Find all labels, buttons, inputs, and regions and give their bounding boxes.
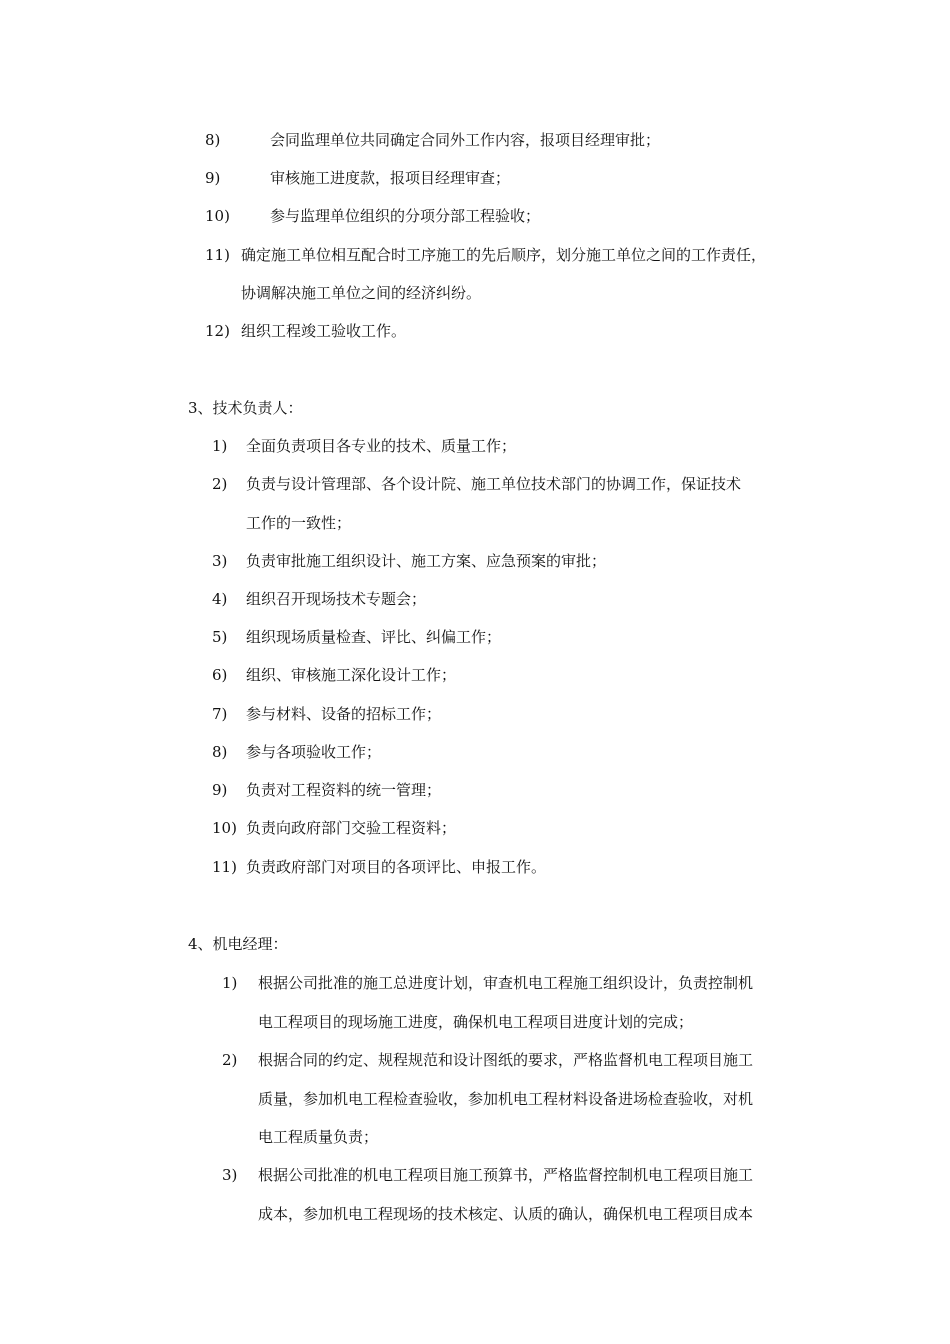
- list-number: 8): [205, 131, 221, 149]
- list-item-text: 确定施工单位相互配合时工序施工的先后顺序，划分施工单位之间的工作责任，: [241, 246, 767, 264]
- list-item-text: 参与各项验收工作；: [246, 743, 382, 761]
- list-item-text: 参与监理单位组织的分项分部工程验收；: [270, 207, 541, 225]
- list-number: 12): [205, 322, 230, 340]
- list-item-text: 组织工程竣工验收工作。: [241, 322, 407, 340]
- list-item-text: 电工程质量负责；: [258, 1128, 379, 1146]
- list-item-text: 负责与设计管理部、各个设计院、施工单位技术部门的协调工作，保证技术: [246, 475, 742, 493]
- section-heading: 3、技术负责人：: [188, 399, 303, 417]
- list-item-text: 会同监理单位共同确定合同外工作内容，报项目经理审批；: [270, 131, 661, 149]
- list-item-text: 全面负责项目各专业的技术、质量工作；: [246, 437, 517, 455]
- list-item-text: 审核施工进度款，报项目经理审查；: [270, 169, 511, 187]
- list-number: 2): [212, 475, 228, 493]
- list-number: 10): [205, 207, 230, 225]
- section-heading: 4、机电经理：: [188, 935, 288, 953]
- list-number: 4): [212, 590, 228, 608]
- list-item-text: 根据公司批准的施工总进度计划，审查机电工程施工组织设计，负责控制机: [258, 974, 754, 992]
- list-number: 10): [212, 819, 237, 837]
- list-number: 1): [212, 437, 228, 455]
- list-number: 1): [222, 974, 238, 992]
- list-number: 3): [222, 1166, 238, 1184]
- list-number: 11): [205, 246, 230, 264]
- list-item-text: 组织现场质量检查、评比、纠偏工作；: [246, 628, 502, 646]
- list-item-text: 协调解决施工单位之间的经济纠纷。: [241, 284, 482, 302]
- list-item-text: 工作的一致性；: [246, 514, 352, 532]
- list-number: 9): [205, 169, 221, 187]
- list-number: 2): [222, 1051, 238, 1069]
- list-item-text: 质量，参加机电工程检查验收，参加机电工程材料设备进场检查验收，对机: [258, 1090, 754, 1108]
- list-item-text: 负责政府部门对项目的各项评比、申报工作。: [246, 858, 547, 876]
- list-item-text: 负责审批施工组织设计、施工方案、应急预案的审批；: [246, 552, 607, 570]
- list-item-text: 负责向政府部门交验工程资料；: [246, 819, 457, 837]
- list-number: 7): [212, 705, 228, 723]
- list-item-text: 成本，参加机电工程现场的技术核定、认质的确认，确保机电工程项目成本: [258, 1205, 754, 1223]
- list-item-text: 根据公司批准的机电工程项目施工预算书，严格监督控制机电工程项目施工: [258, 1166, 754, 1184]
- list-number: 3): [212, 552, 228, 570]
- list-item-text: 电工程项目的现场施工进度，确保机电工程项目进度计划的完成；: [258, 1013, 694, 1031]
- list-item-text: 组织、审核施工深化设计工作；: [246, 666, 457, 684]
- list-item-text: 参与材料、设备的招标工作；: [246, 705, 442, 723]
- list-item-text: 根据合同的约定、规程规范和设计图纸的要求，严格监督机电工程项目施工: [258, 1051, 754, 1069]
- list-item-text: 负责对工程资料的统一管理；: [246, 781, 442, 799]
- list-number: 5): [212, 628, 228, 646]
- list-number: 6): [212, 666, 228, 684]
- list-number: 8): [212, 743, 228, 761]
- list-number: 11): [212, 858, 237, 876]
- list-item-text: 组织召开现场技术专题会；: [246, 590, 427, 608]
- list-number: 9): [212, 781, 228, 799]
